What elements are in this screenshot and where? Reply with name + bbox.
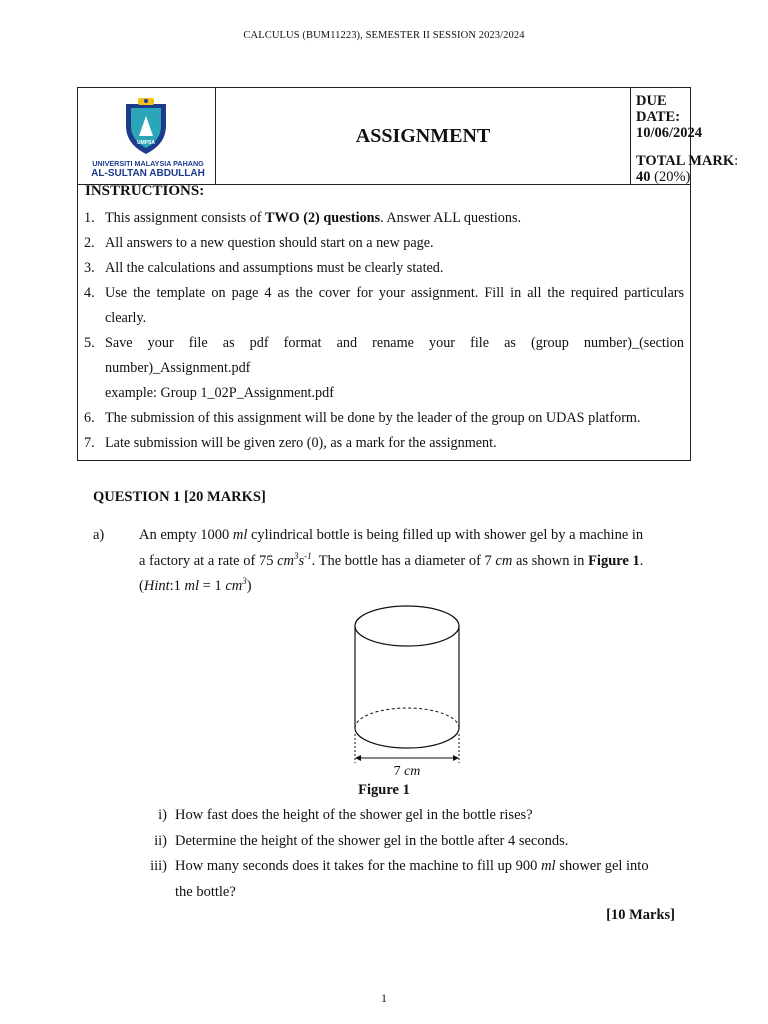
total-mark-colon: : xyxy=(734,153,739,169)
title-cell xyxy=(216,88,631,184)
instructions-heading: INSTRUCTIONS: xyxy=(85,183,205,199)
total-mark-percent: (20%) xyxy=(654,169,691,185)
part-a-line: a factory at a rate of 75 $cm^3s^{-1}$. The bottle has a diameter of 7 cm as shown in Figure 1. xyxy=(139,550,644,569)
document-title: ASSIGNMENT xyxy=(355,124,491,147)
figure-caption: Figure 1 xyxy=(358,782,410,798)
instruction-item: 6. The submission of this assignment will be done by the leader of the group on UDAS platform. xyxy=(84,410,641,426)
cylinder-figure xyxy=(345,603,469,783)
total-mark-value: 40 xyxy=(636,169,651,185)
emphasis-text: TWO (2) questions xyxy=(265,210,381,226)
diameter-label: 7 cm xyxy=(393,764,421,779)
total-mark-line xyxy=(636,153,739,169)
part-a-text xyxy=(139,523,679,600)
question-title: QUESTION 1 [20 MARKS] xyxy=(93,489,266,505)
header-row xyxy=(78,88,739,185)
assignment-header-table xyxy=(77,87,739,461)
cylinder-diagram xyxy=(345,603,469,783)
part-a-line: An empty 1000 ml cylindrical bottle is being filled up with shower gel by a machine in xyxy=(139,527,644,543)
total-mark-label: TOTAL MARK xyxy=(636,153,735,169)
due-date-cell xyxy=(631,88,739,185)
university-crest-icon xyxy=(123,96,169,156)
page-number: 1 xyxy=(381,991,387,1005)
instruction-item: 5. Save your file as pdf format and rename your file as (group number)_(section number)_Assignment.pdf example: Group 1_02P_Assignment.pdf xyxy=(84,335,684,401)
marks-label: [10 Marks] xyxy=(606,907,675,923)
total-mark-value-line xyxy=(636,169,690,185)
part-label: a) xyxy=(93,527,105,543)
instruction-item: 7. Late submission will be given zero (0), as a mark for the assignment. xyxy=(84,435,497,451)
instruction-item: 3. All the calculations and assumptions must be clearly stated. xyxy=(84,260,444,276)
figure-reference: Figure 1 xyxy=(588,552,640,569)
instruction-item: 2. All answers to a new question should start on a new page. xyxy=(84,235,434,251)
instruction-item: 1. This assignment consists of TWO (2) questions. Answer ALL questions. xyxy=(84,210,522,226)
running-header: CALCULUS (BUM11223), SEMESTER II SESSION 2023/2024 xyxy=(243,30,525,41)
university-logo xyxy=(78,88,216,184)
instruction-item: 4. Use the template on page 4 as the cover for your assignment. Fill in all the required particulars clearly. xyxy=(84,285,684,326)
crest-text: UMPSA xyxy=(136,140,156,146)
due-date-value: 10/06/2024 xyxy=(636,125,703,141)
university-name-suffix: AL-SULTAN ABDULLAH xyxy=(91,168,205,179)
sub-question: iii) How many seconds does it takes for the machine to fill up 900 ml shower gel into the bottle? xyxy=(150,858,649,900)
part-a-line: (Hint:1 ml = 1 $cm^3$) xyxy=(139,576,252,594)
instructions-list xyxy=(78,206,690,456)
university-name: UNIVERSITI MALAYSIA PAHANG xyxy=(92,159,204,168)
due-date-label: DUE DATE: xyxy=(636,93,681,125)
